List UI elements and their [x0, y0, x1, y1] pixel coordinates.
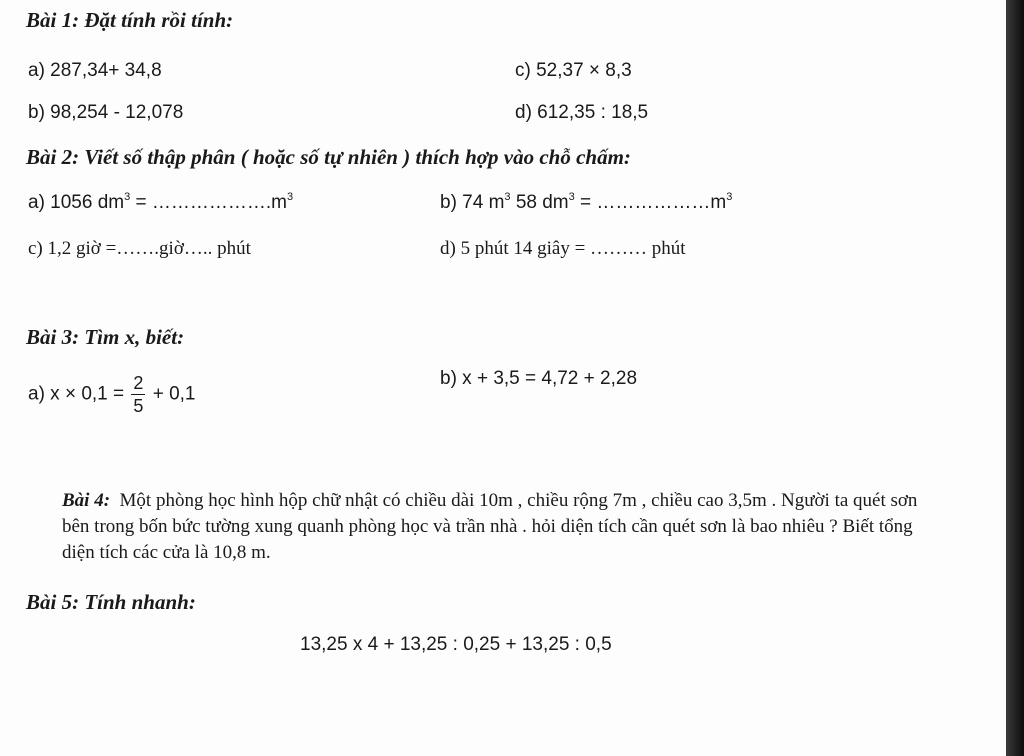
- bai4-paragraph: [62, 488, 942, 566]
- bai3-a-left: a) x × 0,1 =: [28, 383, 125, 405]
- bai3-item-b: b) x + 3,5 = 4,72 + 2,28: [440, 368, 638, 389]
- bai4-text: Một phòng học hình hộp chữ nhật có chiều dài 10m , chiều rộng 7m , chiều cao 3,5m . Người ta quét sơn bên trong bốn bức tường xung quanh phòng học và trần nhà . hỏi diện tích cần quét sơn là bao nhiêu ? Biết tổng diện tích các cửa là 10,8 m.: [62, 490, 918, 563]
- fraction-denominator: 5: [133, 396, 144, 416]
- bai5-expression: 13,25 x 4 + 13,25 : 0,25 + 13,25 : 0,5: [300, 634, 612, 655]
- bai2-b-exp: 3: [504, 191, 511, 203]
- bai1-item-c: c) 52,37 × 8,3: [515, 60, 632, 81]
- bai2-a-left: a) 1056 dm: [28, 192, 125, 213]
- bai2-b-mid: 58 dm: [510, 192, 569, 213]
- bai2-b-left: b) 74 m: [440, 192, 505, 213]
- bai1-item-a: a) 287,34+ 34,8: [28, 60, 162, 81]
- bai2-item-b: [440, 192, 732, 214]
- page-edge-shadow: [1006, 0, 1024, 756]
- bai2-a-exp2: 3: [287, 191, 294, 203]
- bai3-item-a: [28, 372, 196, 417]
- bai1-item-d: d) 612,35 : 18,5: [515, 102, 649, 123]
- bai2-b-exp3: 3: [726, 191, 733, 203]
- bai1-item-b: b) 98,254 - 12,078: [28, 102, 184, 123]
- bai5-heading: Bài 5: Tính nhanh:: [26, 590, 196, 614]
- bai2-a-blank: = ……………….m: [130, 192, 288, 213]
- bai3-a-right: + 0,1: [152, 383, 196, 405]
- bai3-heading: Bài 3: Tìm x, biết:: [26, 325, 185, 349]
- fraction-numerator: 2: [133, 373, 144, 393]
- bai2-item-c: c) 1,2 giờ =…….giờ….. phút: [28, 238, 251, 259]
- bai3-a-fraction: [131, 372, 145, 417]
- bai4-label: Bài 4:: [62, 490, 111, 511]
- bai1-heading: Bài 1: Đặt tính rồi tính:: [26, 8, 234, 32]
- bai2-a-exp: 3: [124, 191, 131, 203]
- bai2-b-blank: = ………………m: [574, 192, 727, 213]
- bai2-item-a: [28, 192, 293, 214]
- bai2-heading: Bài 2: Viết số thập phân ( hoặc số tự nhiên ) thích hợp vào chỗ chấm:: [26, 145, 631, 169]
- bai2-item-d: d) 5 phút 14 giây = ……… phút: [440, 238, 686, 259]
- bai2-b-exp2: 3: [568, 191, 575, 203]
